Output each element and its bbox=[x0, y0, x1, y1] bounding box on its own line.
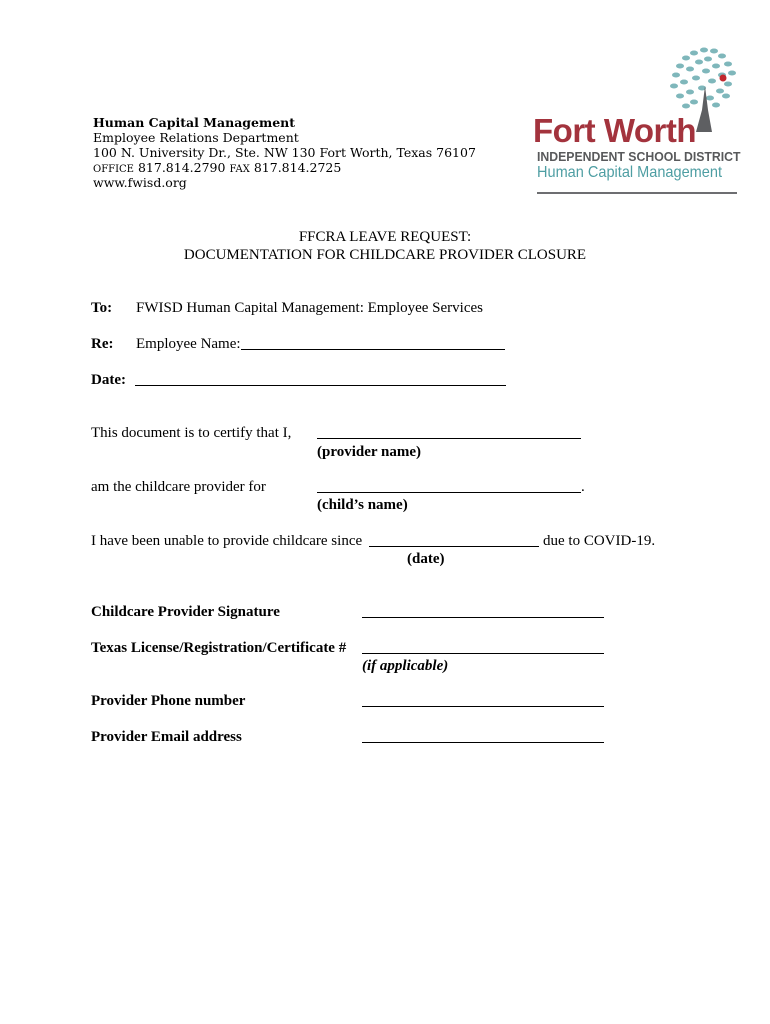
to-label: To: bbox=[91, 300, 113, 316]
certify-text: This document is to certify that I, bbox=[91, 425, 292, 441]
office-label: OFFICE bbox=[93, 164, 134, 175]
childcare-provider-text: am the childcare provider for bbox=[91, 479, 266, 495]
license-caption: (if applicable) bbox=[362, 658, 449, 674]
letterhead-department: Employee Relations Department bbox=[93, 130, 299, 145]
date-label: Date: bbox=[91, 372, 126, 388]
child-name-field[interactable] bbox=[317, 492, 581, 493]
letterhead-website: www.fwisd.org bbox=[93, 175, 187, 190]
letterhead-title: Human Capital Management bbox=[93, 115, 296, 130]
re-label: Re: bbox=[91, 336, 114, 352]
provider-name-field[interactable] bbox=[317, 438, 581, 439]
employee-name-label: Employee Name: bbox=[136, 336, 241, 352]
closure-date-field[interactable] bbox=[369, 546, 539, 547]
unable-text-end: due to COVID-19. bbox=[543, 533, 656, 549]
office-phone: 817.814.2790 bbox=[137, 160, 226, 175]
provider-name-caption: (provider name) bbox=[317, 444, 422, 460]
logo-department: Human Capital Management bbox=[537, 164, 723, 181]
license-label: Texas License/Registration/Certificate # bbox=[91, 640, 347, 656]
child-name-caption: (child’s name) bbox=[317, 497, 408, 513]
signature-field[interactable] bbox=[362, 617, 604, 618]
unable-text-start: I have been unable to provide childcare since bbox=[91, 533, 363, 549]
date-caption: (date) bbox=[407, 551, 445, 567]
phone-label: Provider Phone number bbox=[91, 693, 246, 709]
logo-divider bbox=[537, 192, 737, 194]
fax-phone: 817.814.2725 bbox=[253, 160, 342, 175]
date-label-wrap bbox=[91, 371, 126, 389]
employee-name-field[interactable] bbox=[241, 349, 505, 350]
email-label: Provider Email address bbox=[91, 729, 242, 745]
child-name-period: . bbox=[581, 479, 585, 495]
email-field[interactable] bbox=[362, 742, 604, 743]
logo-district: INDEPENDENT SCHOOL DISTRICT bbox=[537, 149, 741, 164]
to-value: FWISD Human Capital Management: Employee Services bbox=[136, 300, 483, 316]
fax-label: FAX bbox=[229, 164, 250, 175]
date-field[interactable] bbox=[135, 385, 506, 386]
license-field[interactable] bbox=[362, 653, 604, 654]
heading-line-2: DOCUMENTATION FOR CHILDCARE PROVIDER CLOSURE bbox=[183, 247, 587, 263]
heading-line-1: FFCRA LEAVE REQUEST: bbox=[298, 229, 472, 245]
letterhead-address: 100 N. University Dr., Ste. NW 130 Fort Worth, Texas 76107 bbox=[93, 145, 476, 160]
phone-field[interactable] bbox=[362, 706, 604, 707]
logo-name: Fort Worth bbox=[533, 112, 697, 149]
signature-label: Childcare Provider Signature bbox=[91, 604, 280, 620]
